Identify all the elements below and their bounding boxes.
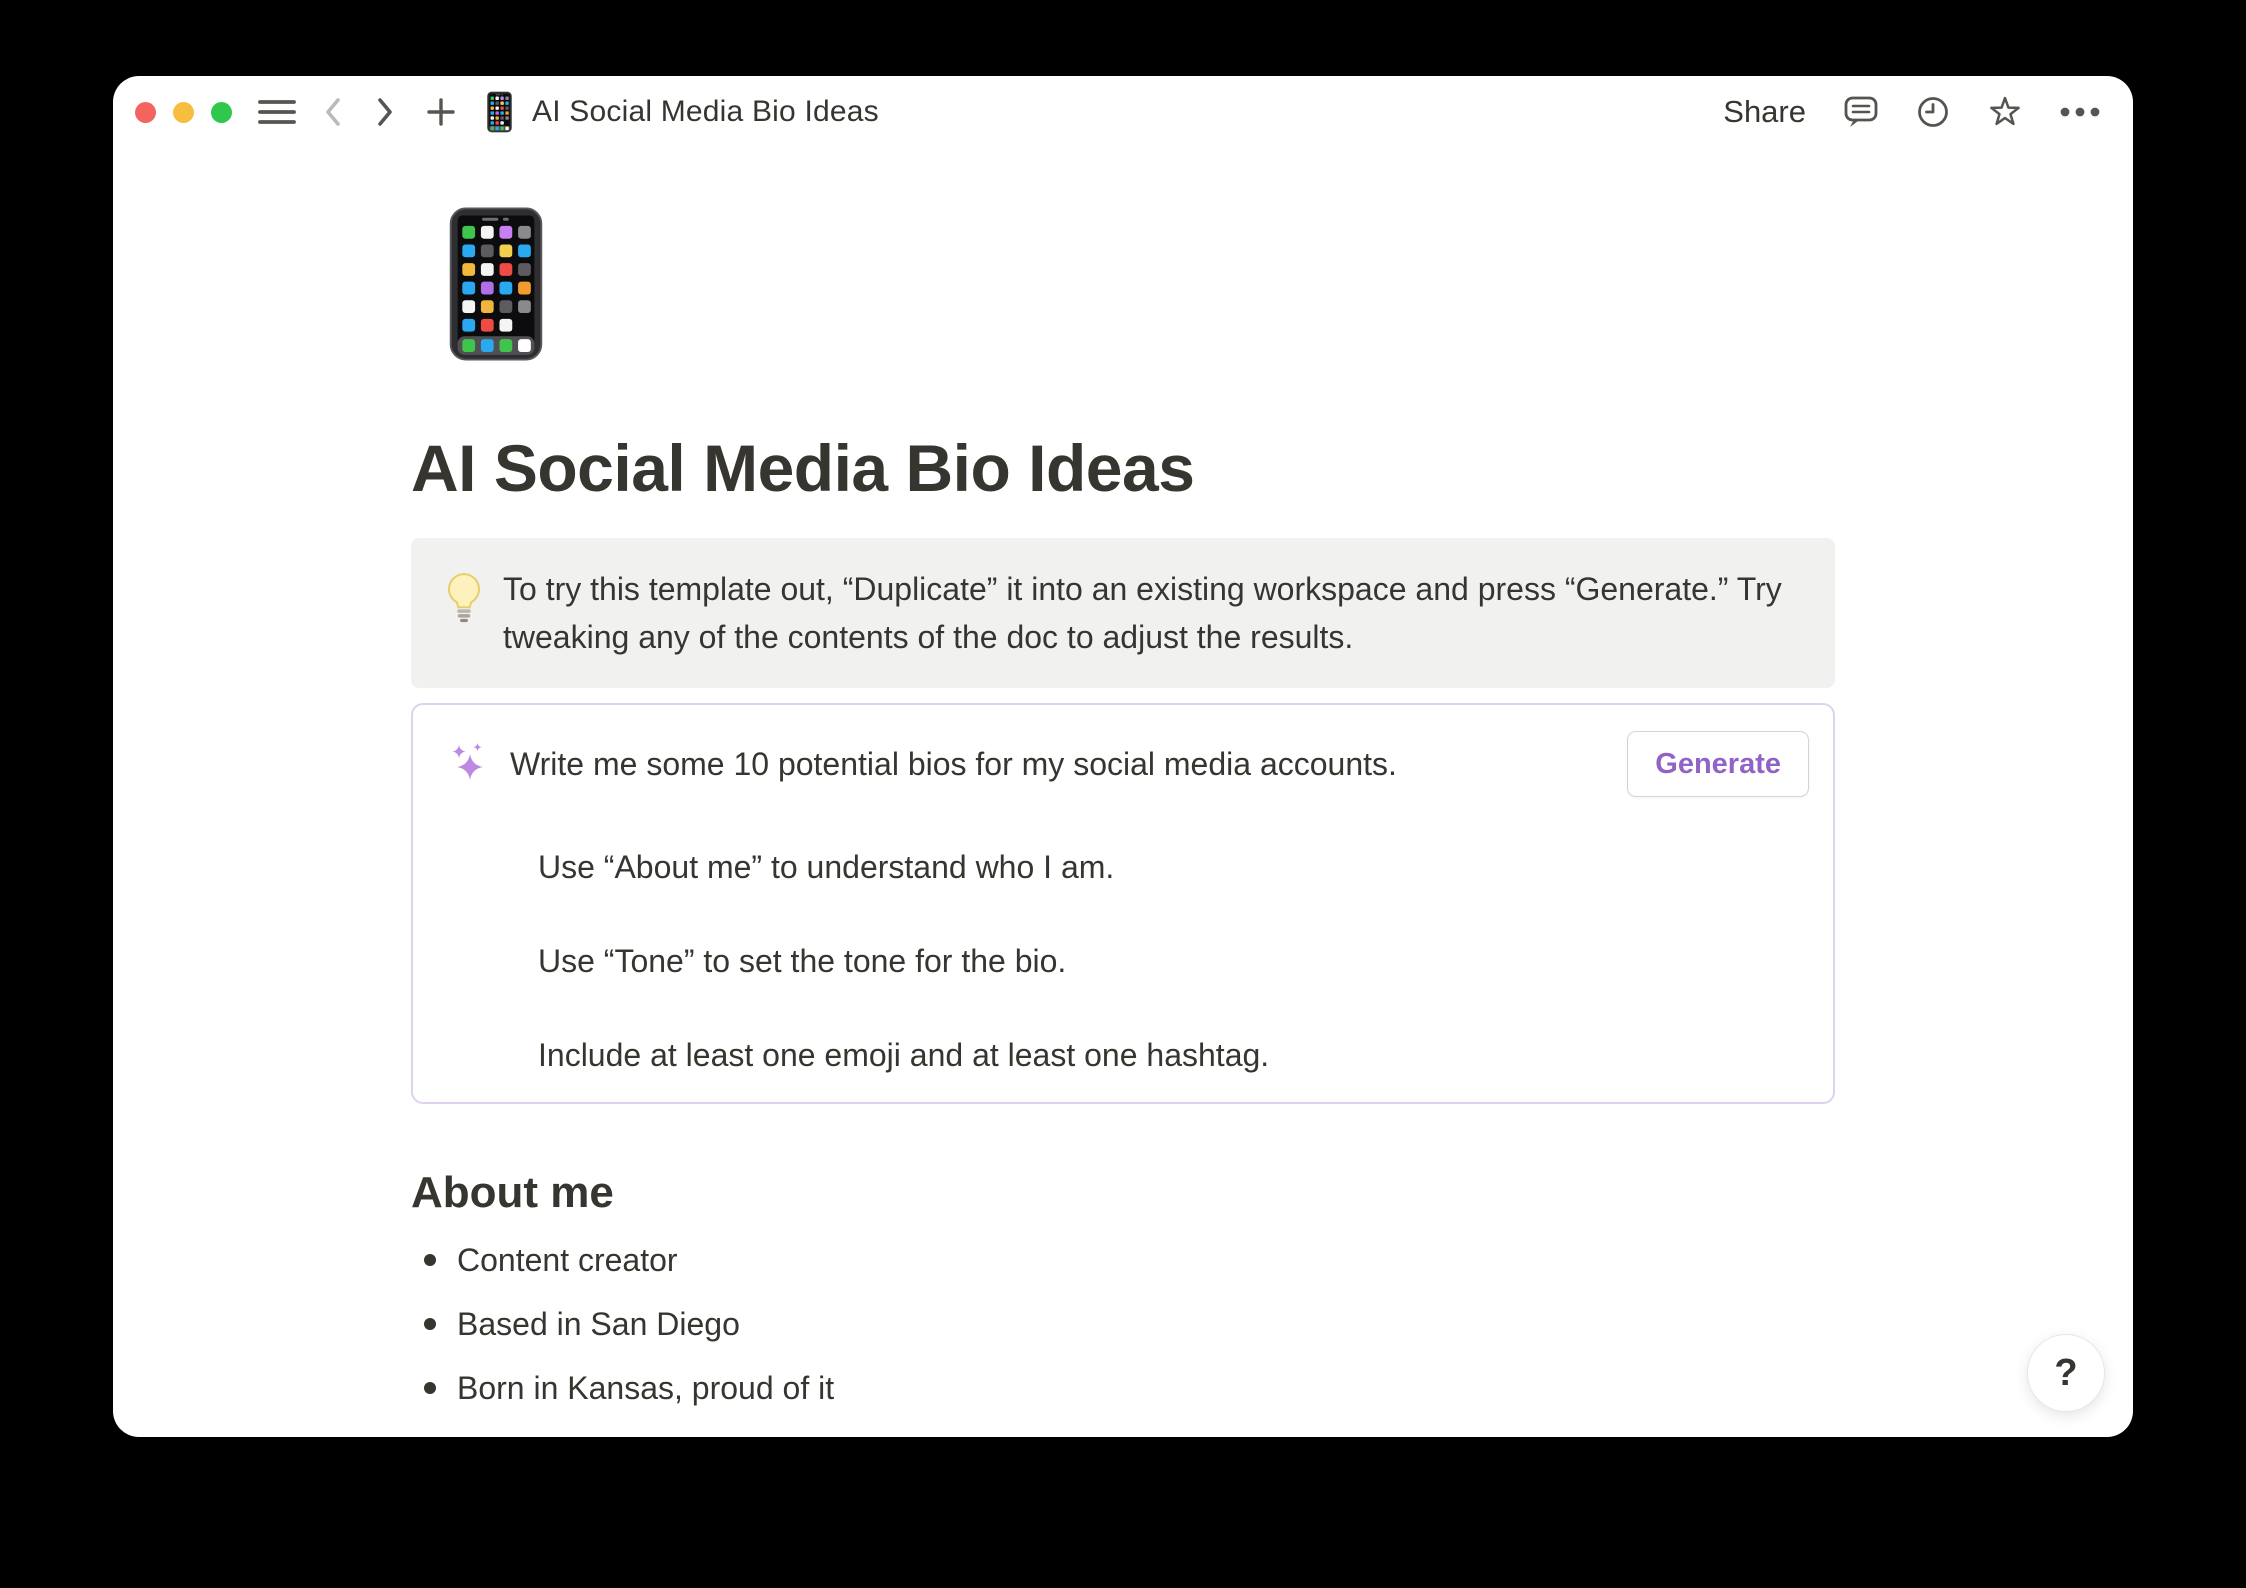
- about-me-heading: About me: [411, 1168, 614, 1218]
- page-title: AI Social Media Bio Ideas: [411, 431, 1195, 505]
- window-controls: [135, 102, 232, 123]
- doc-phone-emoji-icon: [486, 91, 513, 133]
- title-bar: [113, 76, 2133, 148]
- list-item: Born in Kansas, proud of it: [411, 1364, 1835, 1412]
- ai-instruction: Use “Tone” to set the tone for the bio.: [538, 943, 1067, 980]
- light-bulb-icon: [443, 571, 485, 629]
- list-item: Based in San Diego: [411, 1300, 1835, 1348]
- favorite-star-icon[interactable]: [1987, 95, 2023, 129]
- back-chevron-icon[interactable]: [322, 96, 344, 128]
- new-page-plus-icon[interactable]: [426, 97, 456, 127]
- tip-callout: [411, 538, 1835, 688]
- help-button[interactable]: ?: [2027, 1334, 2105, 1412]
- callout-text: To try this template out, “Duplicate” it into an existing workspace and press “Generate.” Try tweaking any of the contents of the doc to adjust the results.: [503, 571, 1782, 656]
- zoom-button[interactable]: [211, 102, 232, 123]
- titlebar-doc-title: AI Social Media Bio Ideas: [532, 95, 879, 128]
- about-me-list: [411, 1236, 1835, 1412]
- history-clock-icon[interactable]: [1916, 95, 1950, 129]
- app-window: [113, 76, 2133, 1437]
- ai-prompt-text: Write me some 10 potential bios for my social media accounts.: [510, 746, 1397, 783]
- generate-button[interactable]: Generate: [1627, 731, 1809, 797]
- ai-instruction: Include at least one emoji and at least one hashtag.: [538, 1037, 1270, 1074]
- menu-icon[interactable]: [258, 97, 296, 127]
- page-phone-emoji-icon[interactable]: [446, 205, 546, 363]
- minimize-button[interactable]: [173, 102, 194, 123]
- list-item: Content creator: [411, 1236, 1835, 1284]
- ai-prompt-block: [411, 703, 1835, 1104]
- comments-icon[interactable]: [1843, 95, 1879, 129]
- share-button[interactable]: Share: [1723, 94, 1806, 129]
- close-button[interactable]: [135, 102, 156, 123]
- page-content: [411, 205, 1835, 1412]
- more-ellipsis-icon[interactable]: [2060, 107, 2100, 117]
- ai-instruction: Use “About me” to understand who I am.: [538, 849, 1115, 886]
- ai-sparkle-icon: [447, 741, 493, 787]
- forward-chevron-icon[interactable]: [374, 96, 396, 128]
